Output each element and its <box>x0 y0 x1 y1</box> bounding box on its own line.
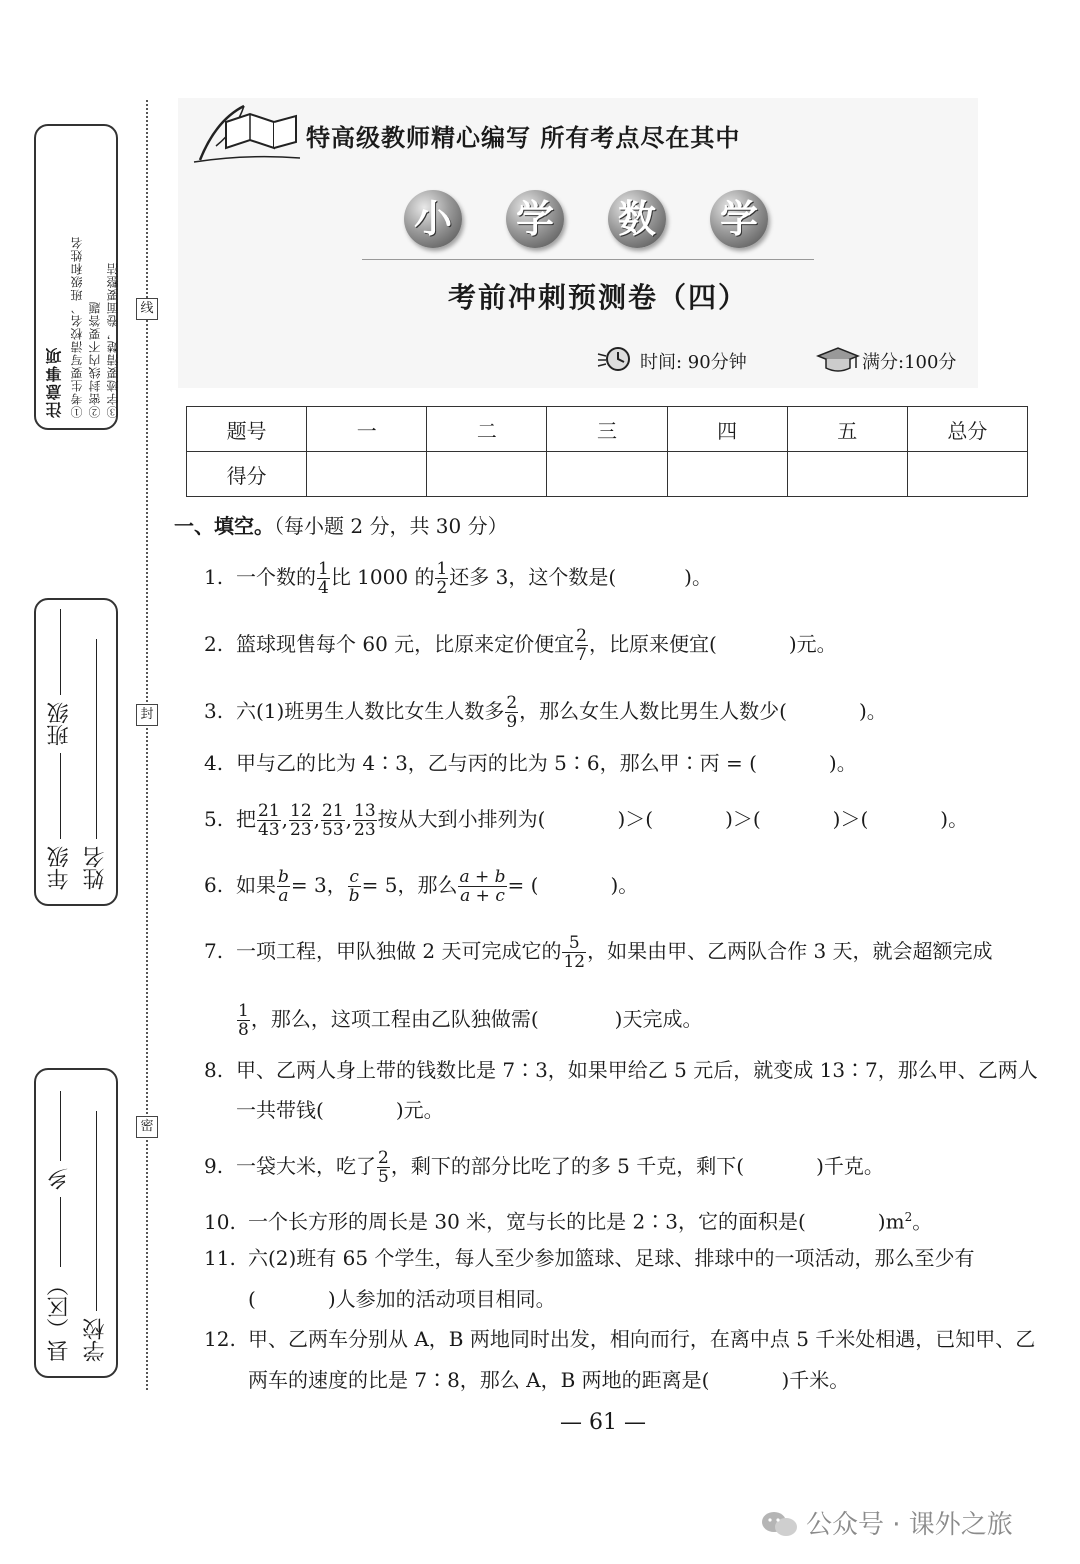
question-text: )天完成。 <box>614 1007 703 1031</box>
question-number: 5. <box>204 807 224 831</box>
question-text: = 3， <box>290 873 347 897</box>
question-text: 比 1000 的 <box>330 565 435 589</box>
question-text: ，剩下的部分比吃了的多 5 千克，剩下( <box>390 1154 745 1178</box>
numerator: 21 <box>322 801 344 821</box>
question-text: 甲、乙两车分别从 A，B 两地同时出发，相向而行，在离中点 5 千米处相遇，已知甲、乙 <box>248 1327 1036 1351</box>
score-row-label: 得分 <box>187 452 307 497</box>
question-text: 一项工程，甲队独做 2 天可完成它的 <box>236 939 562 963</box>
question-text: 篮球现售每个 60 元，比原来定价便宜 <box>236 632 575 656</box>
county-blank[interactable] <box>59 1197 61 1267</box>
score-table-header-cell: 四 <box>667 407 787 452</box>
question-text: ，那么，这项工程由乙队独做需( <box>250 1007 539 1031</box>
wechat-icon <box>760 1510 800 1538</box>
question-text: ，那么女生人数比男生人数少( <box>519 699 787 723</box>
numerator: c <box>349 867 359 887</box>
fraction <box>377 1149 390 1186</box>
fraction <box>348 868 361 905</box>
score-table-score-row <box>187 452 1028 497</box>
class-blank[interactable] <box>59 609 61 695</box>
numerator: 12 <box>290 801 312 821</box>
question-text: )元。 <box>788 632 837 656</box>
question-text: )千克。 <box>816 1154 884 1178</box>
fraction <box>317 560 330 597</box>
denominator: 4 <box>318 578 329 598</box>
question-text: )。 <box>610 873 639 897</box>
name-blank[interactable] <box>95 639 97 839</box>
denominator: 53 <box>322 820 344 840</box>
name-label: 姓名 <box>83 846 108 890</box>
fraction <box>435 560 448 597</box>
score-table-header-cell: 题号 <box>187 407 307 452</box>
score-table-header-row <box>187 407 1028 452</box>
numerator: 1 <box>238 1001 249 1021</box>
fraction <box>562 934 586 971</box>
notice-line-3: ③字迹要清楚，卷面要整洁 <box>106 262 120 418</box>
question-12 <box>204 1325 1035 1353</box>
grade-label: 年级 <box>47 846 72 890</box>
score-table-header-cell: 一 <box>307 407 427 452</box>
fraction <box>237 1002 250 1039</box>
question-text: )。 <box>858 699 887 723</box>
numerator: 2 <box>576 626 587 646</box>
denominator: 9 <box>506 712 518 732</box>
question-text: )元。 <box>395 1098 444 1122</box>
town-blank[interactable] <box>59 1091 61 1161</box>
score-cell[interactable] <box>547 452 667 497</box>
question-11 <box>204 1244 975 1272</box>
question-text: )。 <box>940 807 969 831</box>
question-text: 两车的速度的比是 7∶8，那么 A，B 两地的距离是( <box>248 1368 710 1392</box>
class-label: 班级 <box>47 702 72 746</box>
denominator: 23 <box>290 820 312 840</box>
question-5: 5. 把 $\frac{21}{43}$ , $\frac{12}{23}$ , $\frac{21}{53}$ , $\frac{13}{23}$ 按从大到小排列为( )＞( )＞( )＞( )。 <box>204 801 969 840</box>
grade-class-column <box>44 609 75 890</box>
page-number: — 61 — <box>560 1410 646 1435</box>
question-text: 甲与乙的比为 4∶3，乙与丙的比为 5∶6，那么甲∶丙 = ( <box>236 751 757 775</box>
question-number: 6. <box>204 873 224 897</box>
question-text: )人参加的活动项目相同。 <box>327 1287 556 1311</box>
question-12-continued <box>248 1366 849 1394</box>
question-text: 一个长方形的周长是 30 米，宽与长的比是 2∶3，它的面积是( <box>248 1209 806 1234</box>
question-text: )＞( <box>725 807 761 831</box>
section-title <box>174 510 508 539</box>
score-table-header-cell: 二 <box>427 407 547 452</box>
question-text: 还多 3，这个数是( <box>449 565 617 589</box>
score-cell[interactable] <box>427 452 547 497</box>
fraction <box>321 802 345 839</box>
graduation-cap-icon <box>816 344 860 374</box>
question-text: 把 <box>236 807 256 831</box>
question-number: 2. <box>204 632 224 656</box>
score-table-header-cell: 五 <box>787 407 907 452</box>
denominator: 2 <box>436 578 448 598</box>
denominator: a <box>278 886 289 906</box>
question-8-continued <box>236 1096 444 1124</box>
question-text: 。 <box>912 1209 933 1234</box>
school-blank[interactable] <box>95 1111 97 1311</box>
fraction <box>458 868 506 905</box>
question-10 <box>204 1203 932 1236</box>
numerator: b <box>278 867 289 887</box>
numerator: 2 <box>378 1148 389 1168</box>
question-number: 9. <box>204 1154 224 1178</box>
town-label: 乡 <box>47 1168 72 1190</box>
denominator: 23 <box>354 820 376 840</box>
fraction <box>575 627 588 664</box>
denominator: 43 <box>258 820 280 840</box>
question-text: )。 <box>684 565 712 589</box>
slogan: 特高级教师精心编写 所有考点尽在其中 <box>306 124 741 152</box>
question-text: = ( <box>507 873 539 897</box>
question-number: 11. <box>204 1246 236 1270</box>
class-info-box <box>34 598 118 906</box>
watermark: 公众号 · 课外之旅 <box>806 1510 1013 1540</box>
question-3 <box>204 694 887 731</box>
grade-blank[interactable] <box>59 753 61 839</box>
question-8 <box>204 1056 1038 1084</box>
score-cell[interactable] <box>667 452 787 497</box>
score-table-header-cell: 总分 <box>907 407 1027 452</box>
question-7-continued <box>236 1002 702 1039</box>
title-char-3: 数 <box>608 190 666 248</box>
title-divider <box>362 259 814 260</box>
score-table-header-cell: 三 <box>547 407 667 452</box>
question-text: ，如果由甲、乙两队合作 3 天，就会超额完成 <box>587 939 993 963</box>
county-label: 县（区） <box>47 1274 72 1362</box>
question-number: 4. <box>204 751 224 775</box>
school-label: 学校 <box>83 1318 108 1362</box>
seal-char-seal: 封 <box>136 704 158 726</box>
question-text: ( <box>248 1287 256 1311</box>
score-cell[interactable] <box>307 452 427 497</box>
seal-dotted-line <box>146 100 148 1390</box>
score-cell[interactable] <box>787 452 907 497</box>
question-2 <box>204 627 837 664</box>
question-number: 10. <box>204 1209 236 1234</box>
section-title-bold: 一、填空。 <box>174 514 274 538</box>
section-title-rest: （每小题 2 分，共 30 分） <box>274 514 508 538</box>
fraction <box>353 802 377 839</box>
question-text: )千米。 <box>781 1368 850 1392</box>
question-9 <box>204 1149 884 1186</box>
question-number: 12. <box>204 1327 236 1351</box>
notice-line-1: ①考生要写清校名、班级和姓名 <box>70 236 84 418</box>
numerator: a + b <box>459 867 506 887</box>
denominator: 5 <box>378 1167 389 1187</box>
question-number: 7. <box>204 939 224 963</box>
question-text: 六(1)班男生人数比女生人数多 <box>236 699 505 723</box>
question-text: 如果 <box>236 873 276 897</box>
question-text: 一个数的 <box>236 565 316 589</box>
superscript: 2 <box>904 1210 913 1224</box>
question-text: = 5，那么 <box>361 873 458 897</box>
fraction <box>505 694 518 731</box>
question-text: )＞( <box>832 807 869 831</box>
question-4 <box>204 749 857 777</box>
name-column <box>80 639 111 890</box>
notice-line-2: ②密封线内不要答题 <box>88 301 102 418</box>
denominator: a + c <box>460 886 505 906</box>
question-number: 3. <box>204 699 224 723</box>
question-number: 8. <box>204 1058 224 1082</box>
denominator: 8 <box>238 1020 249 1040</box>
score-table <box>186 406 1028 497</box>
seal-char-secret: 密 <box>136 1116 158 1138</box>
question-text: )m <box>877 1209 905 1234</box>
numerator: 13 <box>354 801 376 821</box>
numerator: 5 <box>562 934 586 953</box>
question-text: 甲、乙两人身上带的钱数比是 7∶3，如果甲给乙 5 元后，就变成 13∶7，那么甲、乙两人 <box>236 1058 1038 1082</box>
question-7 <box>204 934 993 971</box>
question-text: )＞( <box>617 807 654 831</box>
county-town-column <box>44 1091 75 1362</box>
denominator: 7 <box>576 645 587 665</box>
question-text: ，比原来便宜( <box>589 632 717 656</box>
question-11-continued <box>248 1285 556 1313</box>
denominator: 12 <box>563 952 586 972</box>
question-text: 按从大到小排列为( <box>377 807 546 831</box>
question-text: 一袋大米，吃了 <box>236 1154 376 1178</box>
notice-title: 注意事项 <box>45 346 64 418</box>
numerator: 1 <box>318 559 329 579</box>
question-6 <box>204 868 638 905</box>
numerator: 2 <box>506 693 518 713</box>
exam-time: 时间: 90分钟 <box>640 352 747 373</box>
question-text: )。 <box>828 751 857 775</box>
school-info-box <box>34 1068 118 1378</box>
exam-subtitle: 考前冲刺预测卷（四） <box>448 281 749 314</box>
numerator: 21 <box>258 801 280 821</box>
title-char-1: 小 <box>404 190 462 248</box>
seal-char-line: 线 <box>136 298 158 320</box>
fraction <box>257 802 281 839</box>
denominator: b <box>348 886 360 906</box>
fraction <box>277 868 290 905</box>
numerator: 1 <box>436 559 448 579</box>
exam-full-score: 满分:100分 <box>862 352 957 373</box>
question-text: 六(2)班有 65 个学生，每人至少参加篮球、足球、排球中的一项活动，那么至少有 <box>248 1246 975 1270</box>
title-char-2: 学 <box>506 190 564 248</box>
clock-icon <box>596 344 636 374</box>
notice-box <box>34 124 118 430</box>
fraction <box>289 802 313 839</box>
question-text: 一共带钱( <box>236 1098 324 1122</box>
school-column <box>80 1111 111 1362</box>
book-quill-icon <box>186 100 306 170</box>
score-cell[interactable] <box>907 452 1027 497</box>
question-number: 1. <box>204 565 224 589</box>
title-char-4: 学 <box>710 190 768 248</box>
question-1 <box>204 560 712 597</box>
